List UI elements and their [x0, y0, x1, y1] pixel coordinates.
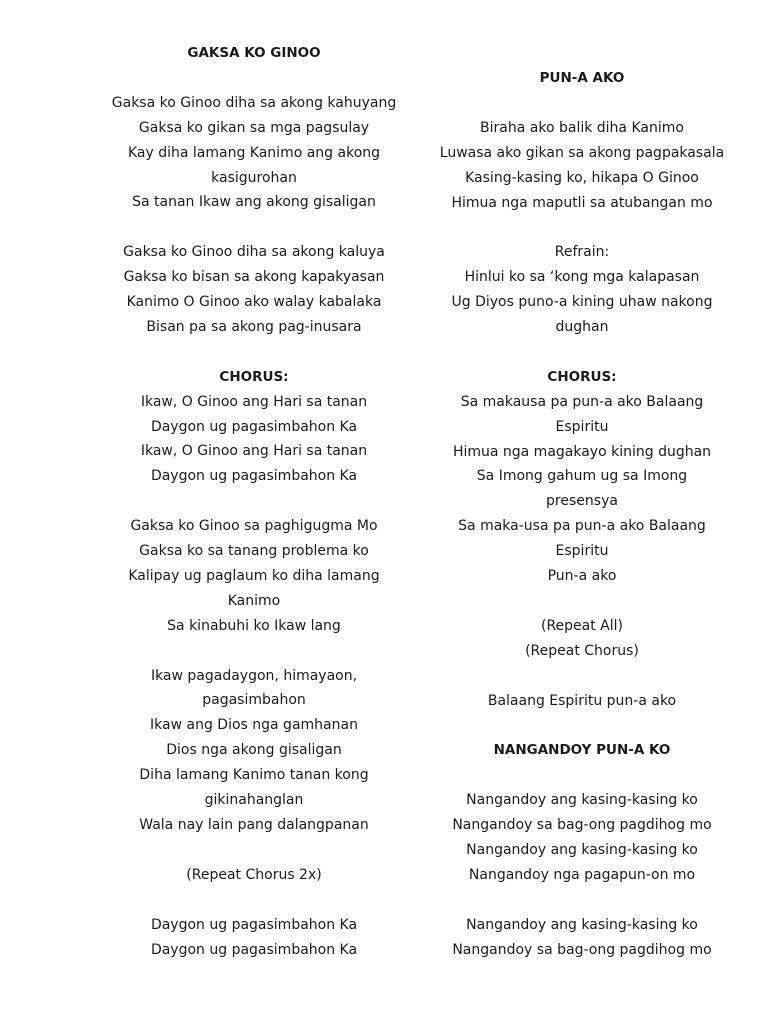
right-lyric-line: Espiritu — [555, 543, 609, 560]
left-lyric-line: Daygon ug pagasimbahon Ka — [150, 468, 358, 485]
left-spacer — [104, 66, 404, 91]
right-lyric-line: Nangandoy ang kasing-kasing ko — [466, 841, 698, 858]
right-lyric-line: Sa maka-usa pa pun-a ako Balaang — [458, 518, 706, 535]
right-spacer — [432, 713, 732, 738]
left-lyric-line: Gaksa ko Ginoo diha sa akong kaluya — [123, 244, 385, 261]
left-lyric-line: Sa tanan Ikaw ang akong gisaligan — [132, 194, 376, 211]
left-lyric-line: Gaksa ko bisan sa akong kapakyasan — [123, 269, 385, 286]
left-lyric-line: Kay diha lamang Kanimo ang akong — [127, 144, 381, 161]
right-lyric-line: (Repeat All) — [540, 617, 623, 634]
left-spacer — [104, 888, 404, 913]
left-lyric-line: pagasimbahon — [202, 692, 306, 709]
left-lyric-line: Kalipay ug paglaum ko diha lamang — [128, 567, 380, 584]
left-lyric-line: kasigurohan — [211, 169, 297, 186]
right-lyric-line: Sa Imong gahum ug sa Imong — [476, 468, 688, 485]
left-spacer — [104, 838, 404, 863]
left-lyric-line: Ikaw, O Ginoo ang Hari sa tanan — [140, 393, 368, 410]
right-lyric-line: Pun-a ako — [547, 568, 617, 585]
left-lyric-line: Wala nay lain pang dalangpanan — [139, 817, 369, 834]
left-lyric-line: Ikaw pagadaygon, himayaon, — [150, 667, 358, 684]
left-lyric-line: Gaksa ko Ginoo diha sa akong kahuyang — [111, 94, 397, 111]
right-lyric-line: presensya — [546, 493, 618, 510]
right-lyric-line: Nangandoy sa bag-ong pagdihog mo — [452, 817, 712, 834]
right-lyric-line: (Repeat Chorus) — [525, 642, 639, 659]
left-lyric-line: Gaksa ko gikan sa mga pagsulay — [138, 119, 370, 136]
left-lyric-line: gikinahanglan — [204, 792, 304, 809]
right-heading: PUN-A AKO — [539, 70, 625, 86]
left-lyric-line: Dios nga akong gisaligan — [166, 742, 342, 759]
right-lyric-line: Refrain: — [554, 244, 610, 261]
left-lyric-line: Gaksa ko Ginoo sa paghigugma Mo — [130, 518, 378, 535]
right-spacer — [432, 215, 732, 240]
right-lyric-line: Hinlui ko sa ‘kong mga kalapasan — [464, 269, 700, 286]
left-lyric-line: Ikaw, O Ginoo ang Hari sa tanan — [140, 443, 368, 460]
left-lyric-line: Sa kinabuhi ko Ikaw lang — [167, 617, 341, 634]
left-lyric-line: (Repeat Chorus 2x) — [186, 866, 322, 883]
right-heading: NANGANDOY PUN-A KO — [493, 742, 671, 759]
left-spacer — [104, 215, 404, 240]
left-lyric-line: Daygon ug pagasimbahon Ka — [150, 418, 358, 435]
right-column — [432, 66, 732, 963]
left-lyric-line: Kanimo — [227, 592, 281, 609]
right-spacer — [432, 589, 732, 614]
left-spacer — [104, 639, 404, 664]
right-lyric-line: Nangandoy ang kasing-kasing ko — [466, 916, 698, 933]
left-lyric-line: Daygon ug pagasimbahon Ka — [150, 941, 358, 958]
right-lyric-line: Himua nga maputli sa atubangan mo — [451, 194, 713, 211]
left-heading: CHORUS: — [219, 368, 289, 385]
right-lyric-line: Nangandoy ang kasing-kasing ko — [466, 792, 698, 809]
right-spacer — [432, 340, 732, 365]
right-lyric-line: dughan — [555, 319, 609, 336]
left-heading: GAKSA KO GINOO — [187, 45, 321, 61]
right-lyric-line: Biraha ako balik diha Kanimo — [480, 119, 684, 136]
right-lyric-line: Espiritu — [555, 418, 609, 435]
left-lyric-line: Kanimo O Ginoo ako walay kabalaka — [126, 294, 382, 311]
left-lyric-line: Ikaw ang Dios nga gamhanan — [150, 717, 358, 734]
left-spacer — [104, 340, 404, 365]
left-lyric-line: Gaksa ko sa tanang problema ko — [139, 543, 369, 560]
right-lyric-line: Himua nga magakayo kining dughan — [452, 443, 712, 460]
right-lyric-line: Nangandoy nga pagapun-on mo — [468, 866, 696, 883]
right-spacer — [432, 91, 732, 116]
left-lyric-line: Daygon ug pagasimbahon Ka — [150, 916, 358, 933]
right-lyric-line: Kasing-kasing ko, hikapa O Ginoo — [465, 169, 699, 186]
right-lyric-line: Ug Diyos puno-a kining uhaw nakong — [451, 294, 713, 311]
left-column — [104, 41, 404, 962]
right-lyric-line: Balaang Espiritu pun-a ako — [487, 692, 677, 709]
left-lyric-line: Bisan pa sa akong pag-inusara — [146, 318, 362, 335]
right-heading: CHORUS: — [547, 368, 617, 385]
left-lyric-line: Diha lamang Kanimo tanan kong — [139, 767, 369, 784]
right-spacer — [432, 763, 732, 788]
right-lyric-line: Sa makausa pa pun-a ako Balaang — [460, 393, 704, 410]
right-lyric-line: Luwasa ako gikan sa akong pagpakasala — [439, 144, 725, 161]
right-lyric-line: Nangandoy sa bag-ong pagdihog mo — [452, 941, 712, 958]
right-spacer — [432, 888, 732, 913]
left-spacer — [104, 489, 404, 514]
right-spacer — [432, 664, 732, 689]
